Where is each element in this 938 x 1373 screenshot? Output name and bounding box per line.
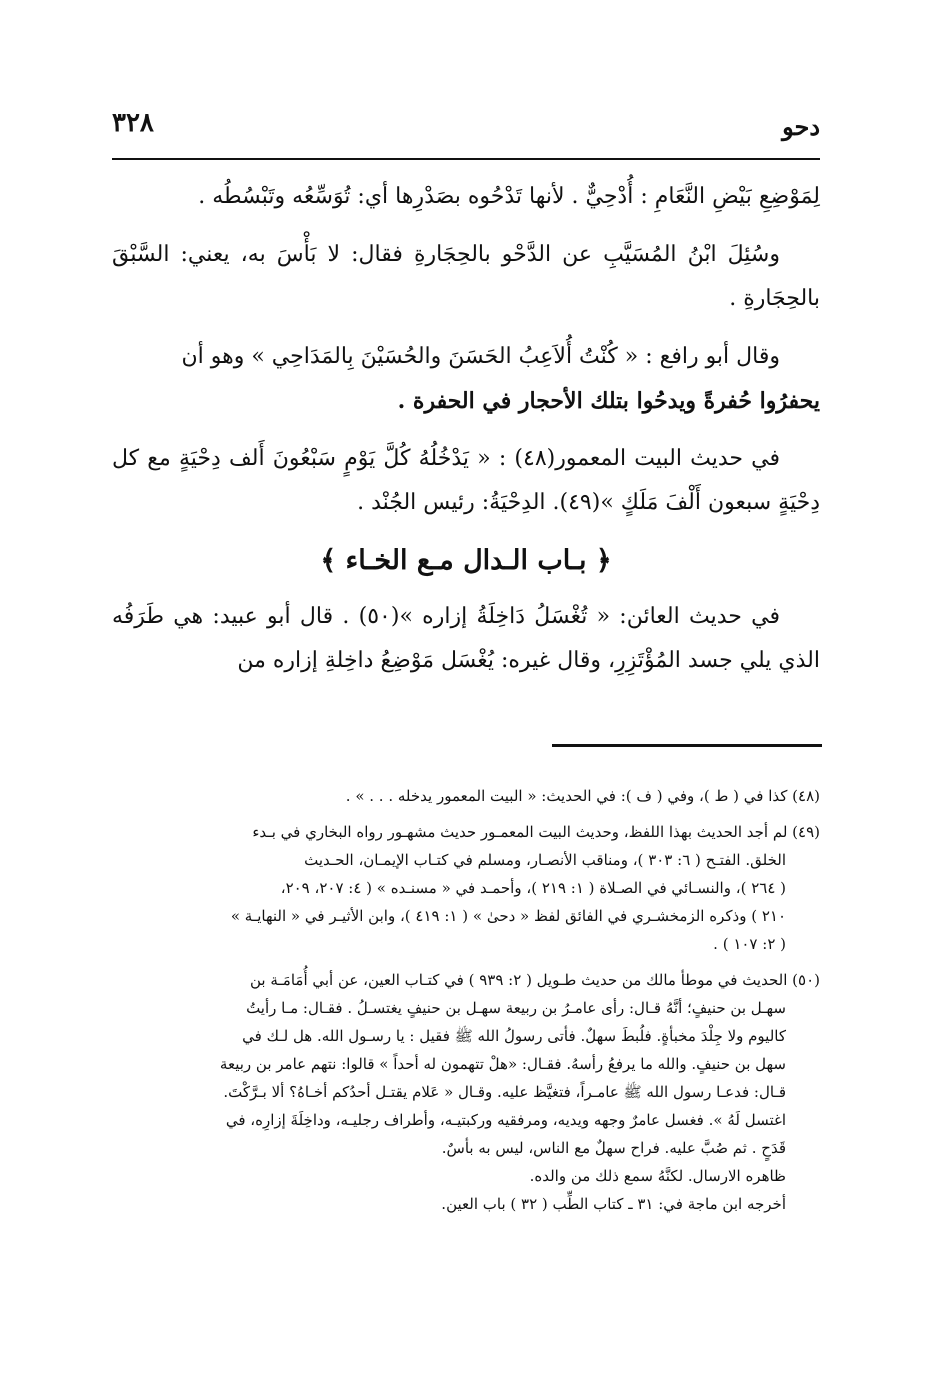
running-title: دحو <box>782 112 820 141</box>
footnote-line: ظاهره الارسال. لكنَّهُ سمع ذلك من والده. <box>529 1167 786 1185</box>
page-header <box>112 108 820 160</box>
footnote-50 <box>112 966 820 1218</box>
page-number: ٣٢٨ <box>112 108 154 138</box>
footnote-48 <box>112 782 820 810</box>
main-text <box>112 175 820 697</box>
footnote-line: الخلق. الفتـح ( ٦: ٣٠٣ )، ومناقب الأنصـار، ومسلم في كتـاب الإيمـان، الحـديث <box>304 851 786 869</box>
footnote-line: سهـل بن حنيفٍ؛ أنَّهُ قـال: رأى عامـرُ بن ربيعة سهـل بن حنيفٍ يغتسـلُ . فقـال: مـا رأيتُ <box>246 999 786 1017</box>
footnote-line: سهل بن حنيفٍ. والله ما يرفعُ رأسهُ. فقـال: «هلْ تتهمون له أحداً » قالوا: نتهم عامر بن ربيعة <box>219 1055 786 1073</box>
paragraph-al-ain: في حديث العائن: « تُغْسَلُ دَاخِلَةُ إزاره »(٥٠) . قال أبو عبيد: هي طَرَفُه الذي يلي جسد المُؤْتَزِرِ، وقال غيره: يُغْسَل مَوْضِعُ داخِلةِ إزاره من <box>112 604 820 673</box>
footnote-line: أخرجه ابن ماجة في: ٣١ ـ كتاب الطِّب ( ٣٢ ) باب العين. <box>441 1195 786 1213</box>
footnotes <box>112 782 820 1226</box>
footnote-line: اغتسل لَهُ ». فغسل عامرٌ وجهه ويديه، ومرفقيه وركبتيـه، وأطراف رجليـه، وداخِلَةَ إزارِه، في <box>225 1111 786 1129</box>
footnote-line: (٥٠) الحديث في موطأ مالك من حديث طـويل ( ٢: ٩٣٩ ) في كتـاب العين، عن أبي أُمَامَـة بن <box>250 971 820 989</box>
footnote-line: (٤٨) كذا في ( ط )، وفي ( ف ): في الحديث: « البيت المعمور يدخله . . . » . <box>345 787 820 805</box>
footnote-line: ( ٢٦٤ )، والنسـائي في الصـلاة ( ١: ٢١٩ )، وأحمـد في « مسنـده » ( ٤: ٢٠٧، ٢٠٩، <box>280 879 786 897</box>
footnote-line: كاليوم ولا جِلْدَ مخبأةٍ. فلُبطَ سهلٌ. فأتى رسولُ الله ﷺ فقيل : يا رسـول الله. هل لـك في <box>242 1027 786 1045</box>
paragraph-ostrich-nest: لِمَوْضِعِ بَيْضِ النَّعَامِ : أُدْحِيٌّ . لأنها تَدْحُوه بصَدْرِها أي: تُوَسِّعُه وتَبْسُطُه . <box>198 184 820 209</box>
paragraph-abu-rafi-line2: يحفرُوا حُفرةً ويدحُوا بتلك الأحجار في الحفرة . <box>397 388 820 414</box>
section-title: ﴿ بـاب الـدال مـع الخـاء ﴾ <box>320 545 612 576</box>
footnote-line: ( ٢: ١٠٧ ) . <box>713 935 786 953</box>
footnote-divider <box>552 744 822 747</box>
footnote-line: ٢١٠ ) وذكره الزمخشـري في الفائق لفظ « دحىٰ » ( ١: ٤١٩ )، وابن الأثيـر في « النهايـة » <box>230 907 786 925</box>
paragraph-ibn-musayyab: وسُئِلَ ابْنُ المُسَيَّبِ عن الدَّحْو بالحِجَارةِ فقال: لا بَأْسَ به، يعني: السَّبْقَ بالحِجَارةِ . <box>112 242 820 311</box>
footnote-line: قـال: فدعـا رسول الله ﷺ عامـراً، فتغيَّظ عليه. وقـال « عَلام يقتـل أحدُكم أخـاهُ؟ ألا بـرَّكْتَ. <box>223 1083 786 1101</box>
paragraph-bayt-mamur: في حديث البيت المعمور(٤٨) : « يَدْخُلُهُ كُلَّ يَوْمٍ سَبْعُونَ أَلف دِحْيَةٍ مع كل دِحْيَةٍ سبعون أَلْفَ مَلَكٍ »(٤٩). الدِحْيَةُ: رئيس الجُنْد . <box>112 446 820 515</box>
paragraph-abu-rafi-line1: وقال أبو رافع : « كُنْتُ أُلاَعِبُ الحَسَنَ والحُسَيْنَ بِالمَدَاحِي » وهو أن <box>181 344 780 369</box>
footnote-line: قَدَحٍ . ثم صُبَّ عليه. فراح سهلٌ مع الناس، ليس به بأسٌ. <box>441 1139 786 1157</box>
footnote-line: (٤٩) لم أجد الحديث بهذا اللفظ، وحديث البيت المعمـور حديث مشهـور رواه البخاري في بـدء <box>252 823 820 841</box>
paragraph-abu-rafi <box>112 335 820 379</box>
footnote-49 <box>112 818 820 958</box>
